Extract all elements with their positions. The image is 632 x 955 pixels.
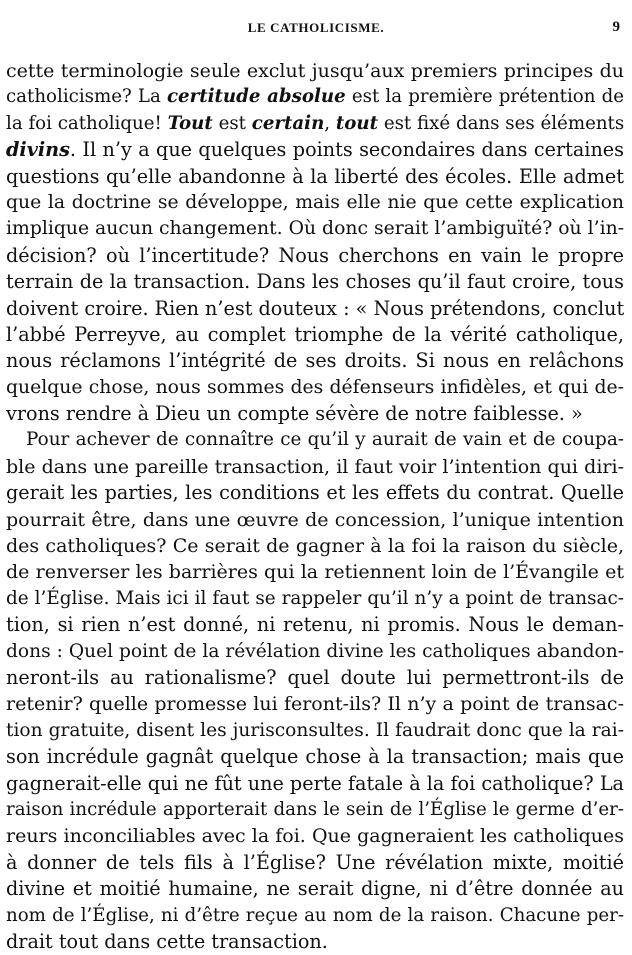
text-segment: de l’Église. Mais ici il faut se rappeler qu’il n’y a point de transac- — [6, 587, 624, 609]
text-line — [6, 375, 624, 401]
text-line — [6, 58, 624, 84]
text-segment: questions qu’elle abandonne à la liberté des écoles. Elle admet — [6, 164, 624, 188]
text-segment: Pour achever de connaître ce qu’il y aurait de vain et de coupa- — [26, 429, 624, 451]
text-segment: reurs inconciliables avec la foi. Que gagneraient les catholiques — [6, 825, 624, 848]
text-line — [6, 850, 624, 876]
text-line — [6, 322, 624, 348]
text-line — [6, 164, 624, 190]
text-segment: implique aucun changement. Où donc serait l’ambiguïté? où l’in- — [6, 218, 625, 240]
text-line — [6, 929, 624, 955]
running-head — [0, 20, 632, 42]
text-segment: quelque chose, nous sommes des défenseurs infidèles, et qui de- — [6, 376, 624, 398]
emphasized-text: certitude absolue — [166, 86, 346, 108]
text-segment: ble dans une pareille transaction, il faut voir l’intention qui diri- — [6, 455, 624, 478]
body-text — [6, 58, 624, 955]
text-line — [6, 797, 624, 823]
emphasized-text: tout — [335, 112, 379, 134]
text-line — [6, 823, 624, 849]
text-line — [6, 190, 624, 216]
text-line — [6, 691, 624, 717]
text-line — [6, 84, 624, 110]
text-line — [6, 533, 624, 559]
text-line — [6, 296, 624, 322]
emphasized-text: Tout — [167, 112, 213, 134]
text-segment: des catholiques? Ce serait de gagner à la foi la raison du siècle, — [6, 535, 624, 558]
text-segment: . Il n’y a que quelques points secondaires dans certaines — [69, 138, 624, 162]
text-segment: doivent croire. Rien n’est douteux : « Nous prétendons, conclut — [6, 296, 625, 320]
emphasized-text: certain — [251, 112, 325, 134]
text-line — [6, 639, 624, 665]
text-segment: pourrait être, dans une œuvre de concession, l’unique intention — [6, 508, 624, 531]
text-segment: raison incrédule apporterait dans le sein de l’Église le germe d’er- — [6, 798, 624, 820]
running-title: LE CATHOLICISME. — [247, 20, 385, 35]
text-line — [6, 665, 624, 691]
text-segment: tion gratuite, disent les jurisconsultes. Il faudrait donc que la rai- — [6, 719, 624, 741]
text-segment: l’abbé Perreyve, au complet triomphe de la vérité catholique, — [6, 322, 624, 346]
text-line — [6, 744, 624, 770]
text-line — [6, 771, 624, 797]
text-line — [6, 507, 624, 533]
text-segment: la foi catholique! — [6, 112, 168, 134]
text-line — [6, 348, 624, 374]
text-segment: est fixé dans ses éléments — [378, 112, 625, 134]
text-line — [6, 586, 624, 612]
text-segment: neront-ils au rationalisme? quel doute lui permettront-ils de — [6, 665, 624, 689]
text-segment: est la première prétention de — [345, 86, 625, 108]
emphasized-text: divins — [6, 138, 70, 162]
text-line — [6, 559, 624, 585]
page-number: 9 — [612, 19, 620, 35]
text-line — [6, 243, 624, 269]
text-segment: que la doctrine se développe, mais elle nie que cette explication — [6, 191, 624, 213]
text-segment: est — [212, 112, 252, 134]
text-segment: nom de l’Église, ni d’être reçue au nom de la raison. Chacune per- — [6, 904, 624, 926]
text-segment: terrain de la transaction. Dans les choses qu’il faut croire, tous — [6, 270, 624, 294]
text-line — [6, 876, 624, 902]
text-segment: son incrédule gagnât quelque chose à la transaction; mais que — [6, 745, 624, 769]
text-line — [6, 903, 624, 929]
text-segment: tion, si rien n’est donné, ni retenu, ni promis. Nous le deman- — [6, 613, 624, 637]
text-line — [6, 216, 624, 242]
text-segment: drait tout dans cette transaction. — [6, 929, 328, 953]
text-segment: , — [324, 112, 336, 134]
text-segment: nous réclamons l’intégrité de ses droits. Si nous en relâchons — [6, 349, 624, 373]
text-line — [6, 480, 624, 506]
text-segment: dons : Quel point de la révélation divine les catholiques abandon- — [6, 640, 624, 662]
text-segment: gerait les parties, les conditions et les effets du contrat. Quelle — [6, 481, 624, 505]
text-line — [6, 454, 624, 480]
text-line — [6, 137, 624, 163]
text-line — [6, 427, 624, 453]
text-segment: de renverser les barrières qui la retiennent loin de l’Évangile et — [6, 561, 624, 584]
text-line — [6, 612, 624, 638]
text-line — [6, 269, 624, 295]
text-segment: vrons rendre à Dieu un compte sévère de notre faiblesse. » — [6, 402, 583, 426]
text-line — [6, 718, 624, 744]
text-segment: divine et moitié humaine, ne serait digne, ni d’être donnée au — [6, 877, 624, 901]
text-segment: retenir? quelle promesse lui feront-ils? Il n’y a point de transac- — [6, 693, 624, 716]
text-segment: cette terminologie seule exclut jusqu’aux premiers principes du — [6, 60, 624, 82]
text-segment: catholicisme? La — [6, 86, 167, 108]
text-line — [6, 401, 624, 427]
text-segment: gagnerait-elle qui ne fût une perte fatale à la foi catholique? La — [6, 771, 624, 795]
text-segment: décision? où l’incertitude? Nous cherchons en vain le propre — [6, 243, 624, 267]
text-segment: à donner de tels fils à l’Église? Une révélation mixte, moitié — [6, 850, 624, 874]
text-line — [6, 111, 624, 137]
